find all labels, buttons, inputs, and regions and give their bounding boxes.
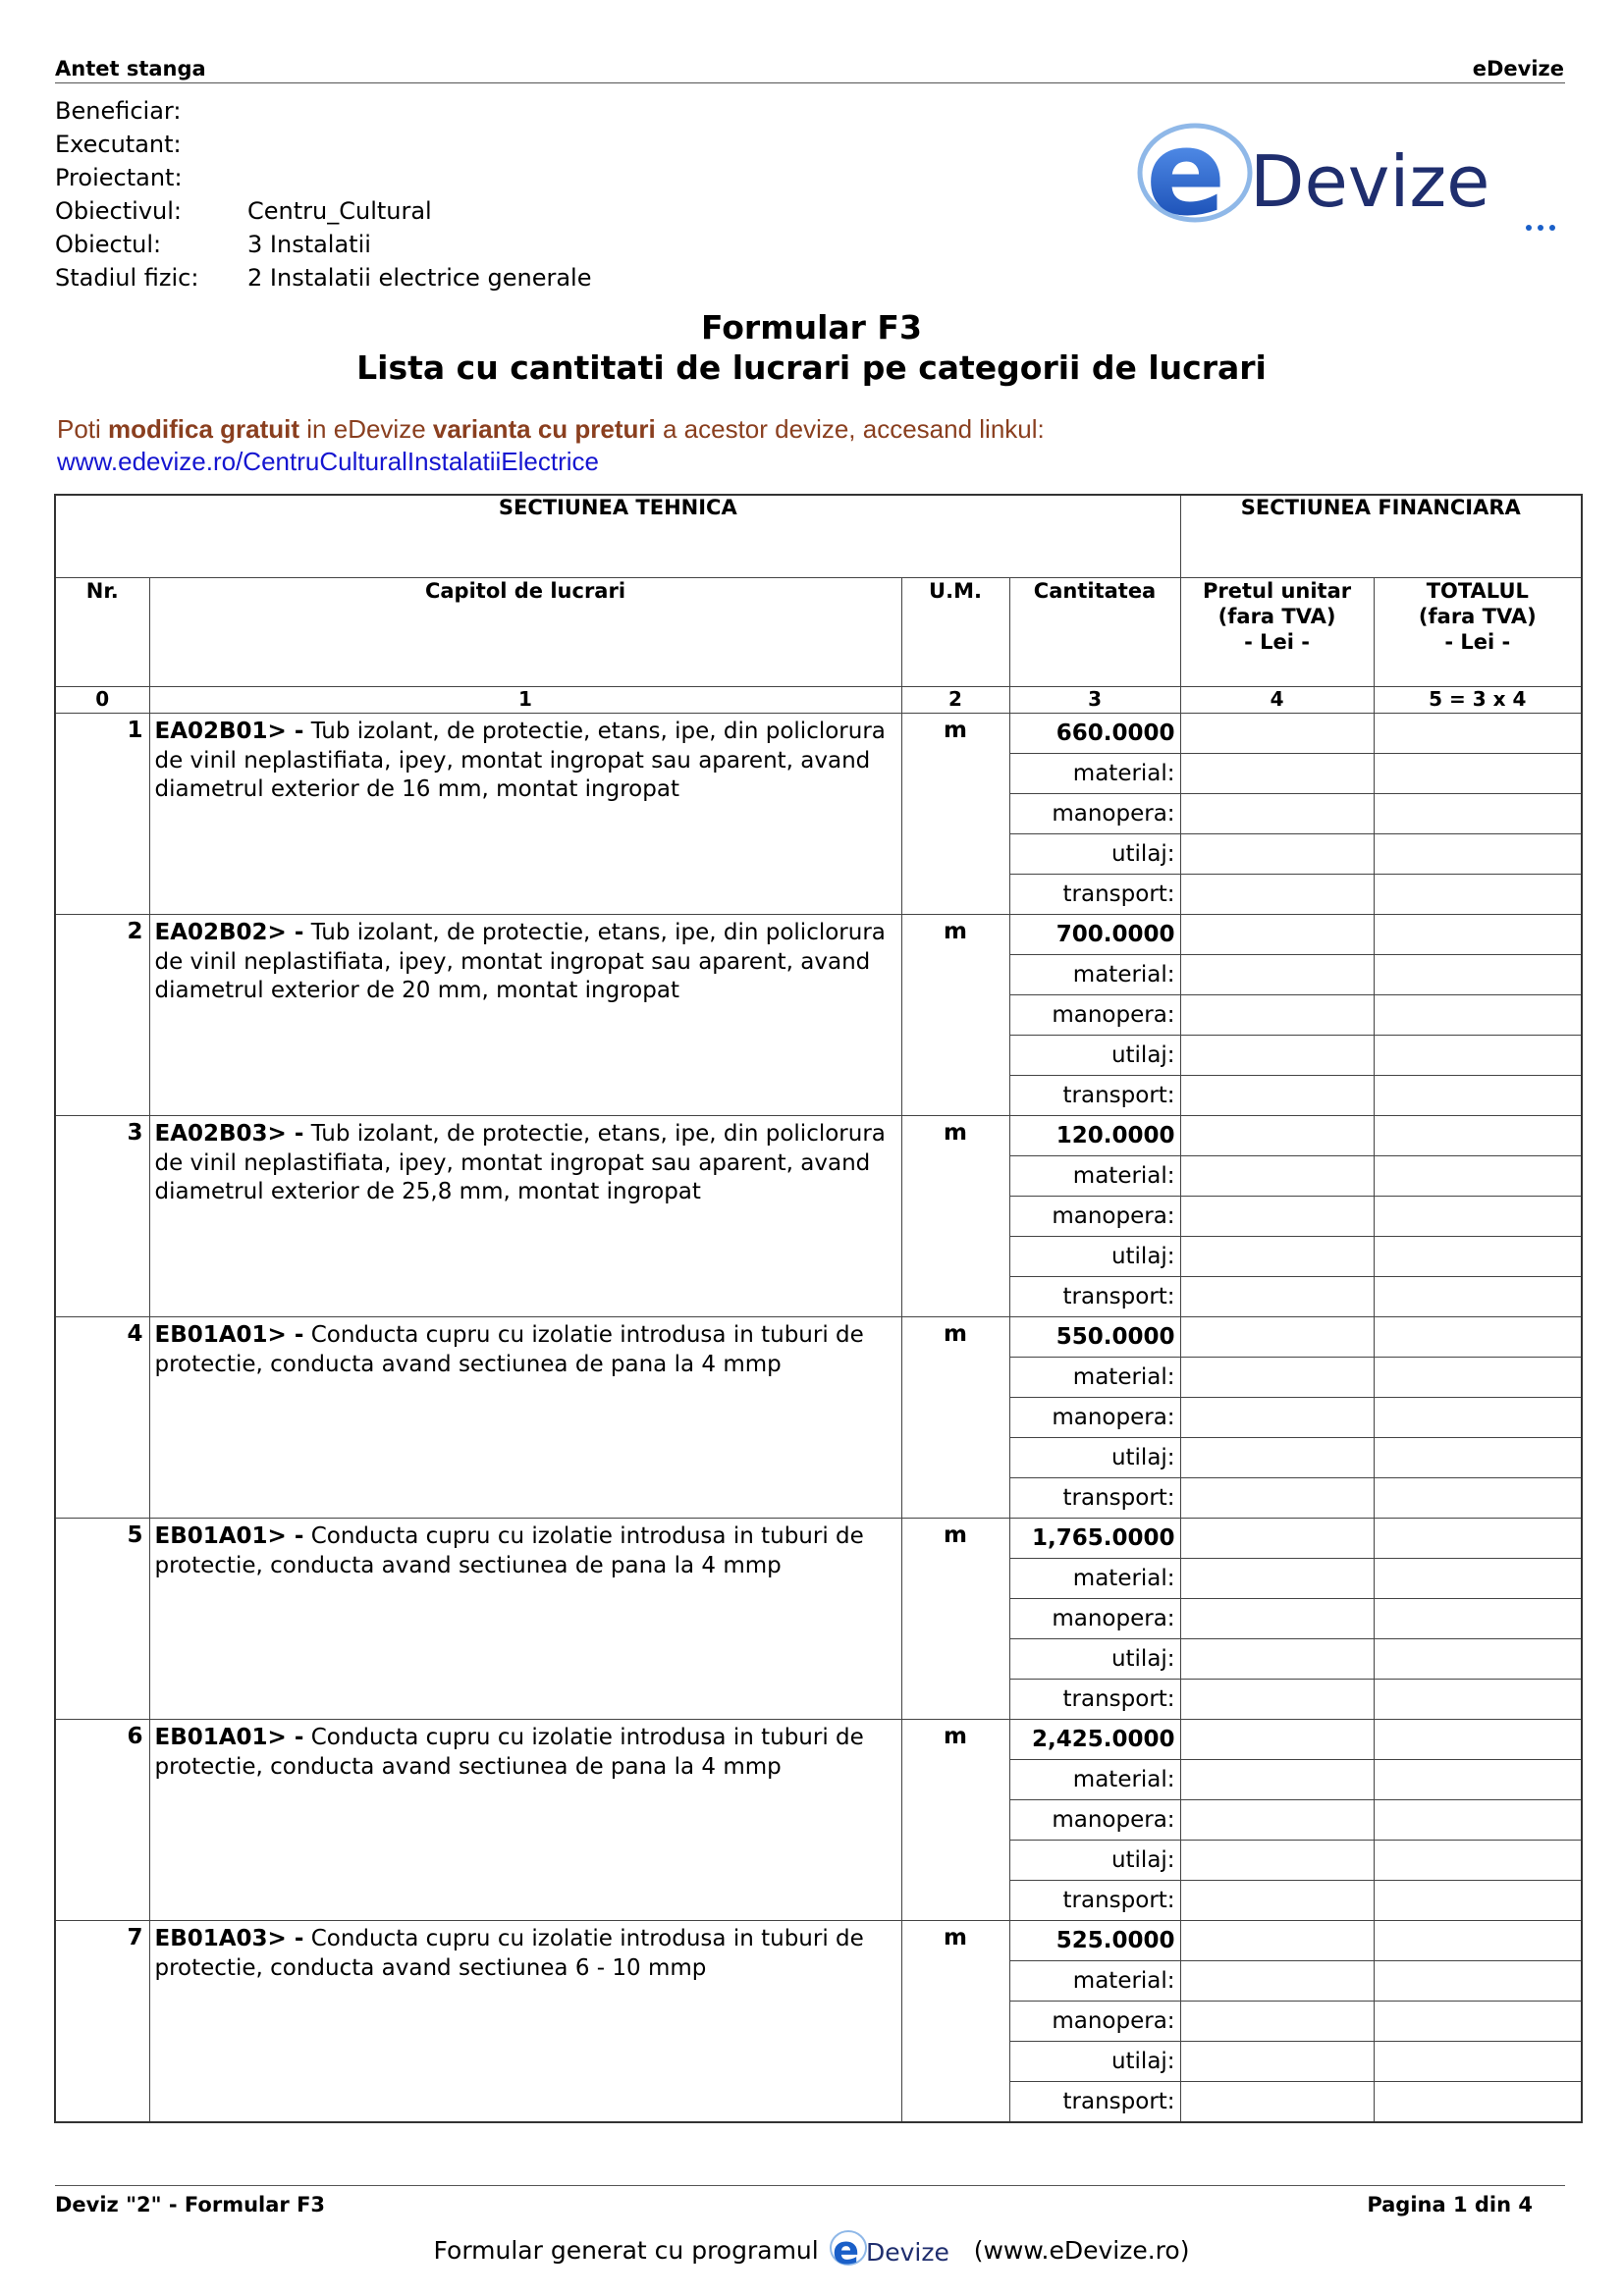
total-cell	[1374, 995, 1582, 1036]
price-cell	[1180, 1358, 1374, 1398]
item-text: Tub izolant, de protectie, etans, ipe, din policlorura de vinil neplastifiata, ipey, montat ingropat sau aparent, avand diametrul exterior de 20 mm, montat ingropat	[154, 920, 886, 1003]
item-nr: 4	[55, 1317, 149, 1519]
item-text: Tub izolant, de protectie, etans, ipe, din policlorura de vinil neplastifiata, ipey, montat ingropat sau aparent, avand diametrul exterior de 25,8 mm, montat ingropat	[154, 1121, 886, 1204]
item-um: m	[901, 1921, 1009, 2123]
table-row	[55, 714, 1582, 754]
total-cell	[1374, 1358, 1582, 1398]
info-row-obiectivul	[55, 194, 591, 228]
item-nr: 2	[55, 915, 149, 1116]
info-row-obiectul	[55, 228, 591, 261]
cost-label: utilaj:	[1009, 834, 1180, 875]
price-cell	[1180, 1478, 1374, 1519]
total-cell	[1374, 955, 1582, 995]
col-cantitatea: Cantitatea	[1009, 578, 1180, 687]
item-um: m	[901, 915, 1009, 1116]
price-cell	[1180, 1116, 1374, 1156]
total-cell	[1374, 834, 1582, 875]
col-pret-line: - Lei -	[1244, 630, 1310, 654]
item-quantity: 120.0000	[1009, 1116, 1180, 1156]
item-quantity: 550.0000	[1009, 1317, 1180, 1358]
footer-divider	[55, 2185, 1565, 2186]
total-cell	[1374, 1519, 1582, 1559]
info-value: 3 Instalatii	[247, 231, 371, 258]
footer-page-number: Pagina 1 din 4	[1367, 2193, 1533, 2216]
total-cell	[1374, 1680, 1582, 1720]
price-cell	[1180, 1881, 1374, 1921]
promo-part: in eDevize	[299, 414, 433, 444]
total-cell	[1374, 2002, 1582, 2042]
table-row	[55, 1720, 1582, 1760]
item-nr: 7	[55, 1921, 149, 2123]
total-cell	[1374, 714, 1582, 754]
section-technical: SECTIUNEA TEHNICA	[55, 495, 1180, 578]
col-index: 5 = 3 x 4	[1374, 687, 1582, 714]
item-nr: 3	[55, 1116, 149, 1317]
total-cell	[1374, 1720, 1582, 1760]
price-cell	[1180, 1720, 1374, 1760]
item-um: m	[901, 1720, 1009, 1921]
col-total	[1374, 578, 1582, 687]
cost-label: utilaj:	[1009, 1639, 1180, 1680]
price-cell	[1180, 2002, 1374, 2042]
cost-label: material:	[1009, 1559, 1180, 1599]
cost-label: material:	[1009, 1760, 1180, 1800]
item-description	[149, 1116, 901, 1317]
info-label: Stadiul fizic:	[55, 264, 199, 292]
total-cell	[1374, 1036, 1582, 1076]
promo-bold: varianta cu preturi	[432, 414, 656, 444]
cost-label: utilaj:	[1009, 1036, 1180, 1076]
price-cell	[1180, 1680, 1374, 1720]
total-cell	[1374, 875, 1582, 915]
item-code: EB01A01> -	[154, 1322, 304, 1348]
cost-label: utilaj:	[1009, 1841, 1180, 1881]
cost-label: transport:	[1009, 1680, 1180, 1720]
col-index: 3	[1009, 687, 1180, 714]
table-row	[55, 1519, 1582, 1559]
total-cell	[1374, 754, 1582, 794]
total-cell	[1374, 794, 1582, 834]
cost-label: material:	[1009, 1156, 1180, 1197]
item-um: m	[901, 714, 1009, 915]
total-cell	[1374, 1277, 1582, 1317]
price-cell	[1180, 1639, 1374, 1680]
mini-logo-e: e	[832, 2228, 859, 2271]
col-index: 1	[149, 687, 901, 714]
mini-logo-wordmark: Devize	[865, 2238, 949, 2267]
item-um: m	[901, 1519, 1009, 1720]
total-cell	[1374, 1438, 1582, 1478]
item-description	[149, 1519, 901, 1720]
total-cell	[1374, 1921, 1582, 1961]
price-cell	[1180, 1438, 1374, 1478]
logo-e-letter: e	[1146, 116, 1226, 238]
price-cell	[1180, 834, 1374, 875]
col-pret-line: Pretul unitar	[1202, 579, 1352, 603]
total-cell	[1374, 1237, 1582, 1277]
table-row	[55, 915, 1582, 955]
cost-label: utilaj:	[1009, 1237, 1180, 1277]
col-pret-unitar	[1180, 578, 1374, 687]
info-label: Beneficiar:	[55, 97, 182, 125]
item-text: Tub izolant, de protectie, etans, ipe, din policlorura de vinil neplastifiata, ipey, montat ingropat sau aparent, avand diametrul exterior de 16 mm, montat ingropat	[154, 719, 886, 802]
price-cell	[1180, 955, 1374, 995]
info-row-beneficiar	[55, 94, 591, 128]
column-index-row	[55, 687, 1582, 714]
info-label: Obiectivul:	[55, 197, 182, 225]
item-quantity: 1,765.0000	[1009, 1519, 1180, 1559]
header-right: eDevize	[1472, 57, 1564, 80]
item-nr: 6	[55, 1720, 149, 1921]
info-row-executant	[55, 128, 591, 161]
item-text: Conducta cupru cu izolatie introdusa in tuburi de protectie, conducta avand sectiunea de pana la 4 mmp	[154, 1322, 864, 1377]
price-cell	[1180, 1036, 1374, 1076]
price-cell	[1180, 875, 1374, 915]
total-cell	[1374, 1076, 1582, 1116]
project-info	[55, 94, 591, 294]
form-subtitle: Lista cu cantitati de lucrari pe categorii de lucrari	[356, 348, 1267, 387]
logo-dot	[1549, 225, 1555, 231]
total-cell	[1374, 1760, 1582, 1800]
form-title: Formular F3	[701, 308, 922, 347]
price-cell	[1180, 1519, 1374, 1559]
promo-bold: modifica gratuit	[108, 414, 300, 444]
total-cell	[1374, 1559, 1582, 1599]
total-cell	[1374, 2082, 1582, 2123]
promo-text	[57, 414, 1045, 445]
price-cell	[1180, 1237, 1374, 1277]
item-description	[149, 1317, 901, 1519]
price-cell	[1180, 1317, 1374, 1358]
price-cell	[1180, 1760, 1374, 1800]
section-financial: SECTIUNEA FINANCIARA	[1180, 495, 1582, 578]
item-quantity: 660.0000	[1009, 714, 1180, 754]
price-cell	[1180, 1921, 1374, 1961]
item-description	[149, 915, 901, 1116]
price-cell	[1180, 995, 1374, 1036]
price-cell	[1180, 1559, 1374, 1599]
price-cell	[1180, 2042, 1374, 2082]
cost-label: transport:	[1009, 1881, 1180, 1921]
info-row-stadiul	[55, 261, 591, 294]
item-code: EA02B03> -	[154, 1121, 304, 1147]
item-um: m	[901, 1317, 1009, 1519]
price-cell	[1180, 1599, 1374, 1639]
header-divider	[55, 82, 1565, 83]
cost-label: transport:	[1009, 875, 1180, 915]
item-quantity: 2,425.0000	[1009, 1720, 1180, 1760]
item-description	[149, 1720, 901, 1921]
total-cell	[1374, 1116, 1582, 1156]
item-description	[149, 1921, 901, 2123]
cost-label: material:	[1009, 1961, 1180, 2002]
item-quantity: 525.0000	[1009, 1921, 1180, 1961]
table-row	[55, 1921, 1582, 1961]
cost-label: material:	[1009, 754, 1180, 794]
price-cell	[1180, 794, 1374, 834]
price-cell	[1180, 915, 1374, 955]
cost-label: transport:	[1009, 1478, 1180, 1519]
works-table	[54, 494, 1583, 2123]
price-cell	[1180, 1197, 1374, 1237]
cost-label: transport:	[1009, 1277, 1180, 1317]
price-cell	[1180, 754, 1374, 794]
cost-label: manopera:	[1009, 995, 1180, 1036]
col-pret-line: (fara TVA)	[1217, 605, 1336, 628]
item-nr: 5	[55, 1519, 149, 1720]
info-value: 2 Instalatii electrice generale	[247, 264, 592, 292]
cost-label: material:	[1009, 955, 1180, 995]
cost-label: manopera:	[1009, 2002, 1180, 2042]
logo-dot	[1526, 225, 1532, 231]
item-code: EB01A01> -	[154, 1523, 304, 1549]
footer-gen-suffix: (www.eDevize.ro)	[973, 2235, 1190, 2265]
cost-label: manopera:	[1009, 1197, 1180, 1237]
column-header-row	[55, 578, 1582, 687]
price-cell	[1180, 1961, 1374, 2002]
col-total-line: - Lei -	[1444, 630, 1511, 654]
item-code: EB01A01> -	[154, 1725, 304, 1750]
cost-label: utilaj:	[1009, 1438, 1180, 1478]
price-cell	[1180, 1076, 1374, 1116]
header-left: Antet stanga	[55, 57, 206, 80]
item-description	[149, 714, 901, 915]
item-text: Conducta cupru cu izolatie introdusa in tuburi de protectie, conducta avand sectiunea de pana la 4 mmp	[154, 1725, 864, 1780]
total-cell	[1374, 1841, 1582, 1881]
col-nr: Nr.	[55, 578, 149, 687]
cost-label: manopera:	[1009, 1398, 1180, 1438]
col-capitol: Capitol de lucrari	[149, 578, 901, 687]
info-label: Executant:	[55, 131, 182, 158]
total-cell	[1374, 915, 1582, 955]
total-cell	[1374, 1599, 1582, 1639]
section-header-row	[55, 495, 1582, 578]
total-cell	[1374, 1881, 1582, 1921]
total-cell	[1374, 1398, 1582, 1438]
cost-label: material:	[1009, 1358, 1180, 1398]
total-cell	[1374, 1639, 1582, 1680]
item-quantity: 700.0000	[1009, 915, 1180, 955]
item-text: Conducta cupru cu izolatie introdusa in tuburi de protectie, conducta avand sectiunea de pana la 4 mmp	[154, 1523, 864, 1578]
footer-gen-prefix: Formular generat cu programul	[433, 2235, 819, 2265]
edevize-logo	[1134, 116, 1566, 238]
info-label: Obiectul:	[55, 231, 162, 258]
total-cell	[1374, 1317, 1582, 1358]
col-total-line: (fara TVA)	[1418, 605, 1537, 628]
price-cell	[1180, 1156, 1374, 1197]
col-index: 2	[901, 687, 1009, 714]
total-cell	[1374, 1800, 1582, 1841]
item-nr: 1	[55, 714, 149, 915]
price-cell	[1180, 2082, 1374, 2123]
cost-label: manopera:	[1009, 794, 1180, 834]
cost-label: transport:	[1009, 1076, 1180, 1116]
total-cell	[1374, 2042, 1582, 2082]
promo-link[interactable]: www.edevize.ro/CentruCulturalInstalatiiElectrice	[57, 447, 600, 476]
total-cell	[1374, 1961, 1582, 2002]
logo-dot	[1538, 225, 1543, 231]
promo-part: Poti	[57, 414, 109, 444]
total-cell	[1374, 1478, 1582, 1519]
item-code: EA02B02> -	[154, 920, 304, 945]
cost-label: manopera:	[1009, 1800, 1180, 1841]
table-row	[55, 1317, 1582, 1358]
info-row-proiectant	[55, 161, 591, 194]
col-index: 4	[1180, 687, 1374, 714]
col-um: U.M.	[901, 578, 1009, 687]
cost-label: manopera:	[1009, 1599, 1180, 1639]
cost-label: transport:	[1009, 2082, 1180, 2123]
cost-label: utilaj:	[1009, 2042, 1180, 2082]
price-cell	[1180, 714, 1374, 754]
price-cell	[1180, 1800, 1374, 1841]
price-cell	[1180, 1277, 1374, 1317]
price-cell	[1180, 1841, 1374, 1881]
item-text: Conducta cupru cu izolatie introdusa in tuburi de protectie, conducta avand sectiunea 6 - 10 mmp	[154, 1926, 864, 1981]
price-cell	[1180, 1398, 1374, 1438]
item-code: EB01A03> -	[154, 1926, 304, 1951]
item-code: EA02B01> -	[154, 719, 304, 744]
table-row	[55, 1116, 1582, 1156]
logo-wordmark: Devize	[1250, 140, 1490, 223]
footer-left: Deviz "2" - Formular F3	[55, 2193, 326, 2216]
col-index: 0	[55, 687, 149, 714]
info-label: Proiectant:	[55, 164, 183, 191]
edevize-mini-logo	[829, 2228, 964, 2271]
info-value: Centru_Cultural	[247, 197, 432, 225]
total-cell	[1374, 1156, 1582, 1197]
footer-generated	[0, 2228, 1623, 2271]
total-cell	[1374, 1197, 1582, 1237]
col-total-line: TOTALUL	[1426, 579, 1529, 603]
item-um: m	[901, 1116, 1009, 1317]
promo-part: a acestor devize, accesand linkul:	[655, 414, 1045, 444]
